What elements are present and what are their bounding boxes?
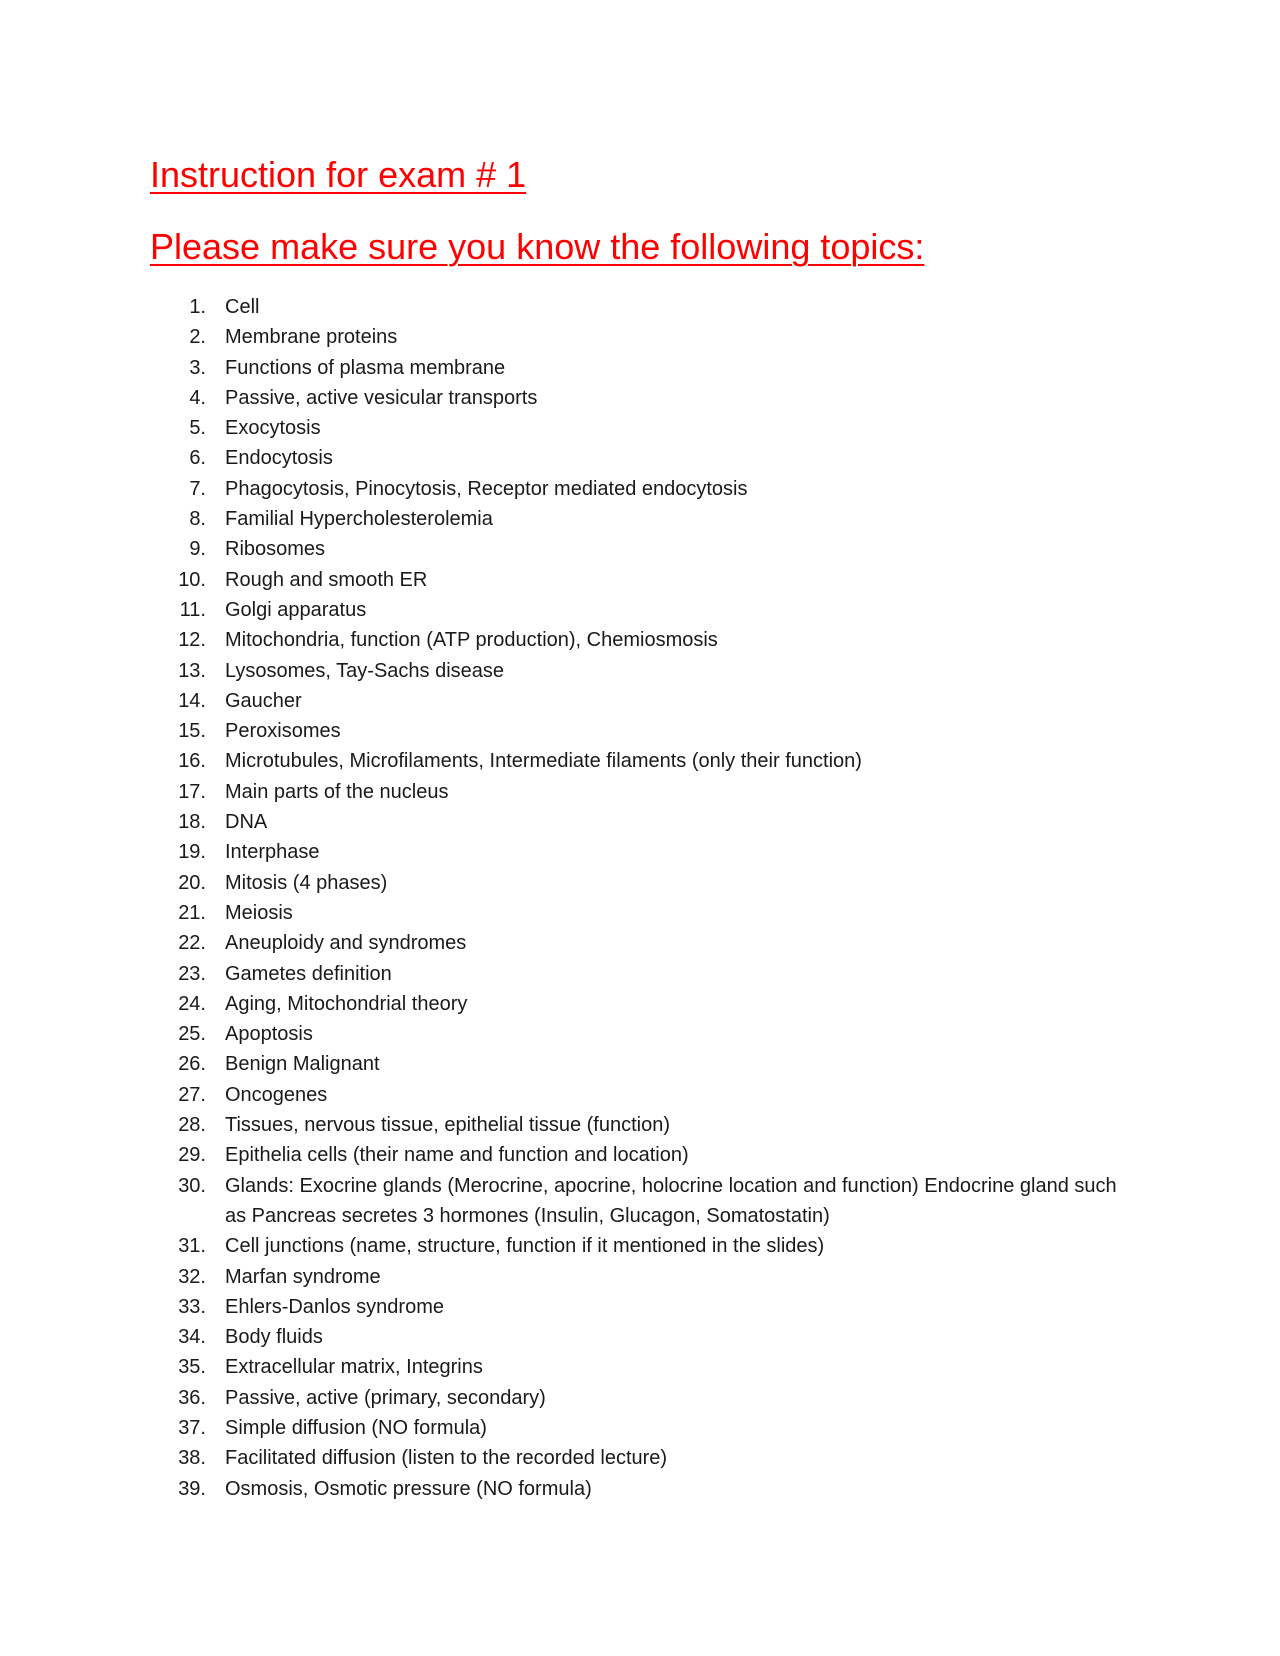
topic-text: Golgi apparatus [225, 598, 367, 621]
topic-text: Exocytosis [225, 417, 321, 440]
topic-text: Membrane proteins [225, 326, 398, 349]
topic-item [150, 898, 1130, 928]
topic-text: Simple diffusion (NO formula) [225, 1416, 487, 1439]
topic-item [150, 413, 1130, 443]
topic-item [150, 959, 1130, 989]
topic-item [150, 1019, 1130, 1049]
topic-number: 16. [178, 750, 206, 773]
topic-item [150, 1474, 1130, 1504]
topic-text: Aneuploidy and syndromes [225, 932, 467, 955]
topic-item [150, 1443, 1130, 1473]
topic-text: Functions of plasma membrane [225, 356, 506, 379]
topic-item [150, 1383, 1130, 1413]
topic-item [150, 1110, 1130, 1140]
topic-item [150, 989, 1130, 1019]
topic-text: Apoptosis [225, 1023, 313, 1046]
topic-item [150, 504, 1130, 534]
topic-item [150, 1352, 1130, 1382]
topic-item [150, 1262, 1130, 1292]
topic-text: Aging, Mitochondrial theory [225, 992, 468, 1015]
topic-item [150, 656, 1130, 686]
topic-text: Interphase [225, 841, 320, 864]
topic-number: 12. [178, 629, 206, 652]
topic-number: 7. [189, 477, 206, 500]
topic-item [150, 1080, 1130, 1110]
topic-text: Benign Malignant [225, 1053, 380, 1076]
topic-item [150, 1322, 1130, 1352]
topic-number: 15. [178, 720, 206, 743]
topic-number: 38. [178, 1447, 206, 1470]
topic-item [150, 534, 1130, 564]
topic-item [150, 1140, 1130, 1170]
topic-text: Ribosomes [225, 538, 326, 561]
topic-number: 17. [178, 780, 206, 803]
topic-number: 24. [178, 992, 206, 1015]
topic-number: 25. [178, 1023, 206, 1046]
topic-number: 31. [178, 1235, 206, 1258]
topic-text: Epithelia cells (their name and function and location) [225, 1144, 689, 1167]
topic-number: 32. [178, 1265, 206, 1288]
topic-item [150, 928, 1130, 958]
topic-text: Familial Hypercholesterolemia [225, 508, 493, 531]
topic-number: 13. [178, 659, 206, 682]
topic-item [150, 443, 1130, 473]
topic-number: 6. [189, 447, 206, 470]
topic-number: 34. [178, 1326, 206, 1349]
topic-item [150, 807, 1130, 837]
topic-text: Osmosis, Osmotic pressure (NO formula) [225, 1477, 592, 1500]
topic-item [150, 837, 1130, 867]
topic-text: Ehlers-Danlos syndrome [225, 1295, 444, 1318]
topic-text: Cell junctions (name, structure, function if it mentioned in the slides) [225, 1235, 825, 1258]
page-title: Instruction for exam # 1 [150, 154, 527, 195]
topic-text: Glands: Exocrine glands (Merocrine, apocrine, holocrine location and function) Endocrine gland such as Pancreas secretes 3 hormones (Insulin, Glucagon, Somatostatin) [225, 1174, 1117, 1227]
topic-text: Oncogenes [225, 1083, 328, 1106]
topic-number: 8. [189, 508, 206, 531]
topic-text: Body fluids [225, 1326, 323, 1349]
topic-text: Gaucher [225, 689, 302, 712]
topic-number: 21. [178, 901, 206, 924]
topic-text: Endocytosis [225, 447, 333, 470]
topic-number: 9. [189, 538, 206, 561]
topic-number: 4. [189, 386, 206, 409]
topic-text: Passive, active (primary, secondary) [225, 1386, 546, 1409]
topic-item [150, 383, 1130, 413]
topic-text: Passive, active vesicular transports [225, 386, 538, 409]
topic-number: 5. [189, 417, 206, 440]
topic-item [150, 1413, 1130, 1443]
topic-item [150, 1292, 1130, 1322]
topic-item [150, 625, 1130, 655]
topic-number: 11. [179, 598, 206, 621]
topic-text: Main parts of the nucleus [225, 780, 449, 803]
topic-text: Phagocytosis, Pinocytosis, Receptor mediated endocytosis [225, 477, 748, 500]
topic-item [150, 1049, 1130, 1079]
topic-number: 1. [189, 296, 206, 318]
topic-number: 27. [178, 1083, 206, 1106]
topic-text: Meiosis [225, 901, 293, 924]
topic-item [150, 474, 1130, 504]
topic-number: 20. [178, 871, 206, 894]
topic-item [150, 353, 1130, 383]
topic-number: 29. [178, 1144, 206, 1167]
topic-number: 3. [189, 356, 206, 379]
topic-number: 22. [178, 932, 206, 955]
topic-text: Marfan syndrome [225, 1265, 381, 1288]
topic-number: 26. [178, 1053, 206, 1076]
topic-item [150, 1171, 1130, 1232]
topic-item [150, 565, 1130, 595]
topic-number: 39. [178, 1477, 206, 1500]
topic-item [150, 292, 1130, 322]
topic-item [150, 1231, 1130, 1261]
topic-text: Facilitated diffusion (listen to the recorded lecture) [225, 1447, 668, 1470]
topic-item [150, 595, 1130, 625]
topic-number: 14. [178, 689, 206, 712]
topic-text: Tissues, nervous tissue, epithelial tissue (function) [225, 1114, 671, 1137]
topic-number: 33. [178, 1295, 206, 1318]
topic-item [150, 716, 1130, 746]
topic-number: 2. [189, 326, 206, 349]
topic-number: 28. [178, 1114, 206, 1137]
topic-number: 18. [178, 811, 206, 834]
topic-number: 19. [178, 841, 206, 864]
topic-text: Microtubules, Microfilaments, Intermediate filaments (only their function) [225, 750, 862, 773]
topic-number: 30. [178, 1174, 206, 1197]
topic-text: Gametes definition [225, 962, 392, 985]
topic-number: 37. [178, 1416, 206, 1439]
topic-number: 23. [178, 962, 206, 985]
topic-text: Lysosomes, Tay-Sachs disease [225, 659, 505, 682]
topic-text: Mitosis (4 phases) [225, 871, 388, 894]
topic-item [150, 868, 1130, 898]
topic-text: Rough and smooth ER [225, 568, 428, 591]
topic-text: Mitochondria, function (ATP production), Chemiosmosis [225, 629, 718, 652]
topic-item [150, 777, 1130, 807]
topic-list [150, 292, 1130, 1504]
topic-number: 35. [178, 1356, 206, 1379]
topic-text: Extracellular matrix, Integrins [225, 1356, 483, 1379]
page-subtitle: Please make sure you know the following topics: [150, 226, 925, 267]
topic-item [150, 322, 1130, 352]
topic-text: Cell [225, 296, 260, 318]
topic-item [150, 746, 1130, 776]
topic-number: 10. [178, 568, 206, 591]
topic-item [150, 686, 1130, 716]
topic-number: 36. [178, 1386, 206, 1409]
topic-text: Peroxisomes [225, 720, 341, 743]
topic-text: DNA [225, 811, 268, 834]
